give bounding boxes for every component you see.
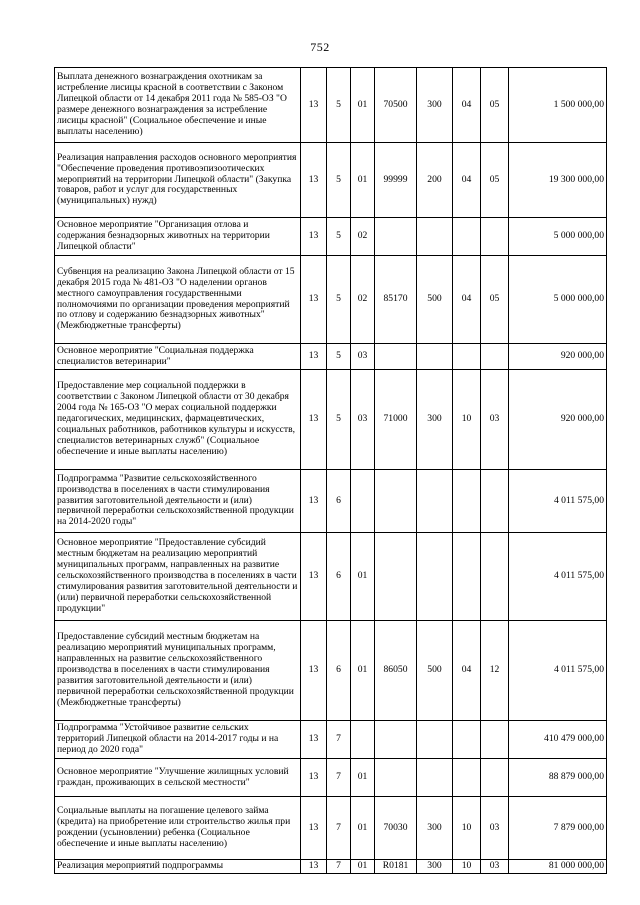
code-pp-cell: 6 xyxy=(327,533,351,621)
code-pp-cell: 5 xyxy=(327,370,351,470)
section-cell xyxy=(453,721,481,759)
code-gp-cell: 13 xyxy=(301,759,327,797)
code-gp-cell: 13 xyxy=(301,218,327,256)
code-direction-cell xyxy=(375,759,417,797)
page-number: 752 xyxy=(310,40,330,54)
code-om-cell: 01 xyxy=(351,68,375,143)
subsection-cell xyxy=(481,470,509,533)
code-direction-cell: 70500 xyxy=(375,68,417,143)
expense-type-cell: 500 xyxy=(417,256,453,344)
code-om-cell: 01 xyxy=(351,533,375,621)
row-name-cell: Субвенция на реализацию Закона Липецкой области от 15 декабря 2015 года № 481-ОЗ "О наделении органов местного самоуправления государственными полномочиями по организации проведения мероприятий по отлову и содержанию безнадзорных животных" (Межбюджетные трансферты) xyxy=(55,256,301,344)
code-direction-cell: 86050 xyxy=(375,621,417,721)
subsection-cell xyxy=(481,533,509,621)
row-name-cell: Выплата денежного вознаграждения охотникам за истребление лисицы красной в соответствии с Законом Липецкой области от 14 декабря 2011 года № 585-ОЗ "О размере денежного вознаграждения за истребление лисицы красной" (Социальное обеспечение и иные выплаты населению) xyxy=(55,68,301,143)
expense-type-cell: 300 xyxy=(417,797,453,860)
row-name-cell: Основное мероприятие "Организация отлова и содержания безнадзорных животных на территории Липецкой области" xyxy=(55,218,301,256)
code-pp-cell: 6 xyxy=(327,621,351,721)
code-om-cell xyxy=(351,470,375,533)
table-row xyxy=(55,143,607,218)
expense-type-cell xyxy=(417,721,453,759)
table-row xyxy=(55,68,607,143)
code-om-cell: 01 xyxy=(351,759,375,797)
code-gp-cell: 13 xyxy=(301,370,327,470)
code-pp-cell: 7 xyxy=(327,797,351,860)
section-cell xyxy=(453,344,481,370)
code-om-cell: 02 xyxy=(351,256,375,344)
row-name-cell: Основное мероприятие "Предоставление субсидий местным бюджетам на реализацию мероприятий муниципальных программ, направленных на развитие сельскохозяйственного производства в поселениях в части стимулирования развития заготовительной деятельности и (или) первичной переработки сельскохозяйственной продукции" xyxy=(55,533,301,621)
code-direction-cell xyxy=(375,344,417,370)
code-direction-cell: 85170 xyxy=(375,256,417,344)
code-direction-cell xyxy=(375,533,417,621)
code-gp-cell: 13 xyxy=(301,721,327,759)
section-cell xyxy=(453,533,481,621)
row-name-cell: Основное мероприятие "Социальная поддержка специалистов ветеринарии" xyxy=(55,344,301,370)
code-pp-cell: 5 xyxy=(327,344,351,370)
code-om-cell: 01 xyxy=(351,860,375,874)
table-row xyxy=(55,721,607,759)
table-row xyxy=(55,759,607,797)
code-gp-cell: 13 xyxy=(301,797,327,860)
amount-cell: 4 011 575,00 xyxy=(509,621,607,721)
code-gp-cell: 13 xyxy=(301,860,327,874)
table-row xyxy=(55,344,607,370)
expense-type-cell: 300 xyxy=(417,68,453,143)
row-name-cell: Социальные выплаты на погашение целевого займа (кредита) на приобретение или строительство жилья при рождении (усыновлении) ребенка (Социальное обеспечение и иные выплаты населению) xyxy=(55,797,301,860)
amount-cell: 410 479 000,00 xyxy=(509,721,607,759)
code-pp-cell: 5 xyxy=(327,143,351,218)
expense-type-cell xyxy=(417,759,453,797)
expense-type-cell xyxy=(417,218,453,256)
section-cell xyxy=(453,218,481,256)
expense-type-cell: 300 xyxy=(417,370,453,470)
code-gp-cell: 13 xyxy=(301,143,327,218)
section-cell: 04 xyxy=(453,68,481,143)
code-pp-cell: 6 xyxy=(327,470,351,533)
budget-table xyxy=(54,67,607,874)
code-om-cell: 01 xyxy=(351,621,375,721)
amount-cell: 5 000 000,00 xyxy=(509,218,607,256)
table-row xyxy=(55,533,607,621)
subsection-cell: 03 xyxy=(481,370,509,470)
amount-cell: 4 011 575,00 xyxy=(509,533,607,621)
code-pp-cell: 5 xyxy=(327,68,351,143)
code-gp-cell: 13 xyxy=(301,344,327,370)
code-gp-cell: 13 xyxy=(301,256,327,344)
code-pp-cell: 7 xyxy=(327,860,351,874)
amount-cell: 7 879 000,00 xyxy=(509,797,607,860)
code-direction-cell xyxy=(375,470,417,533)
subsection-cell: 05 xyxy=(481,68,509,143)
code-direction-cell: R0181 xyxy=(375,860,417,874)
code-om-cell: 03 xyxy=(351,370,375,470)
table-row xyxy=(55,797,607,860)
row-name-cell: Предоставление субсидий местным бюджетам на реализацию мероприятий муниципальных программ, направленных на развитие сельскохозяйственного производства в поселениях в части стимулирования развития заготовительной деятельности и (или) первичной переработки сельскохозяйственной продукции (Межбюджетные трансферты) xyxy=(55,621,301,721)
row-name-cell: Реализация направления расходов основного мероприятия "Обеспечение проведения противоэпизоотических мероприятий на территории Липецкой области" (Закупка товаров, работ и услуг для государственных (муниципальных) нужд) xyxy=(55,143,301,218)
row-name-cell: Реализация мероприятий подпрограммы xyxy=(55,860,301,874)
code-gp-cell: 13 xyxy=(301,533,327,621)
section-cell: 10 xyxy=(453,860,481,874)
code-om-cell: 02 xyxy=(351,218,375,256)
section-cell: 10 xyxy=(453,797,481,860)
amount-cell: 920 000,00 xyxy=(509,370,607,470)
table-row xyxy=(55,470,607,533)
amount-cell: 4 011 575,00 xyxy=(509,470,607,533)
section-cell xyxy=(453,470,481,533)
code-om-cell: 01 xyxy=(351,797,375,860)
section-cell: 04 xyxy=(453,621,481,721)
code-direction-cell: 70030 xyxy=(375,797,417,860)
code-om-cell xyxy=(351,721,375,759)
code-pp-cell: 5 xyxy=(327,256,351,344)
section-cell xyxy=(453,759,481,797)
expense-type-cell xyxy=(417,533,453,621)
amount-cell: 19 300 000,00 xyxy=(509,143,607,218)
row-name-cell: Подпрограмма "Устойчивое развитие сельских территорий Липецкой области на 2014-2017 годы и на период до 2020 года" xyxy=(55,721,301,759)
amount-cell: 88 879 000,00 xyxy=(509,759,607,797)
amount-cell: 920 000,00 xyxy=(509,344,607,370)
subsection-cell: 05 xyxy=(481,256,509,344)
subsection-cell xyxy=(481,759,509,797)
table-row xyxy=(55,218,607,256)
section-cell: 04 xyxy=(453,143,481,218)
expense-type-cell xyxy=(417,344,453,370)
table-row xyxy=(55,860,607,874)
expense-type-cell: 300 xyxy=(417,860,453,874)
code-pp-cell: 7 xyxy=(327,721,351,759)
subsection-cell: 03 xyxy=(481,797,509,860)
code-pp-cell: 7 xyxy=(327,759,351,797)
expense-type-cell: 200 xyxy=(417,143,453,218)
subsection-cell: 03 xyxy=(481,860,509,874)
code-gp-cell: 13 xyxy=(301,68,327,143)
table-row xyxy=(55,621,607,721)
subsection-cell xyxy=(481,218,509,256)
code-gp-cell: 13 xyxy=(301,470,327,533)
code-om-cell: 03 xyxy=(351,344,375,370)
row-name-cell: Основное мероприятие "Улучшение жилищных условий граждан, проживающих в сельской местности" xyxy=(55,759,301,797)
section-cell: 10 xyxy=(453,370,481,470)
code-direction-cell xyxy=(375,721,417,759)
code-gp-cell: 13 xyxy=(301,621,327,721)
table-row xyxy=(55,256,607,344)
amount-cell: 1 500 000,00 xyxy=(509,68,607,143)
code-pp-cell: 5 xyxy=(327,218,351,256)
expense-type-cell xyxy=(417,470,453,533)
subsection-cell: 12 xyxy=(481,621,509,721)
row-name-cell: Подпрограмма "Развитие сельскохозяйственного производства в поселениях в части стимулирования развития заготовительной деятельности и (или) первичной переработки сельскохозяйственной продукции на 2014-2020 годы" xyxy=(55,470,301,533)
code-direction-cell: 99999 xyxy=(375,143,417,218)
code-direction-cell xyxy=(375,218,417,256)
table-row xyxy=(55,370,607,470)
amount-cell: 81 000 000,00 xyxy=(509,860,607,874)
subsection-cell: 05 xyxy=(481,143,509,218)
subsection-cell xyxy=(481,721,509,759)
code-om-cell: 01 xyxy=(351,143,375,218)
expense-type-cell: 500 xyxy=(417,621,453,721)
section-cell: 04 xyxy=(453,256,481,344)
amount-cell: 5 000 000,00 xyxy=(509,256,607,344)
row-name-cell: Предоставление мер социальной поддержки в соответствии с Законом Липецкой области от 30 декабря 2004 года № 165-ОЗ "О мерах социальной поддержки педагогических, медицинских, фармацевтических, социальных работников, работников культуры и искусств, специалистов ветеринарных служб" (Социальное обеспечение и иные выплаты населению) xyxy=(55,370,301,470)
code-direction-cell: 71000 xyxy=(375,370,417,470)
subsection-cell xyxy=(481,344,509,370)
